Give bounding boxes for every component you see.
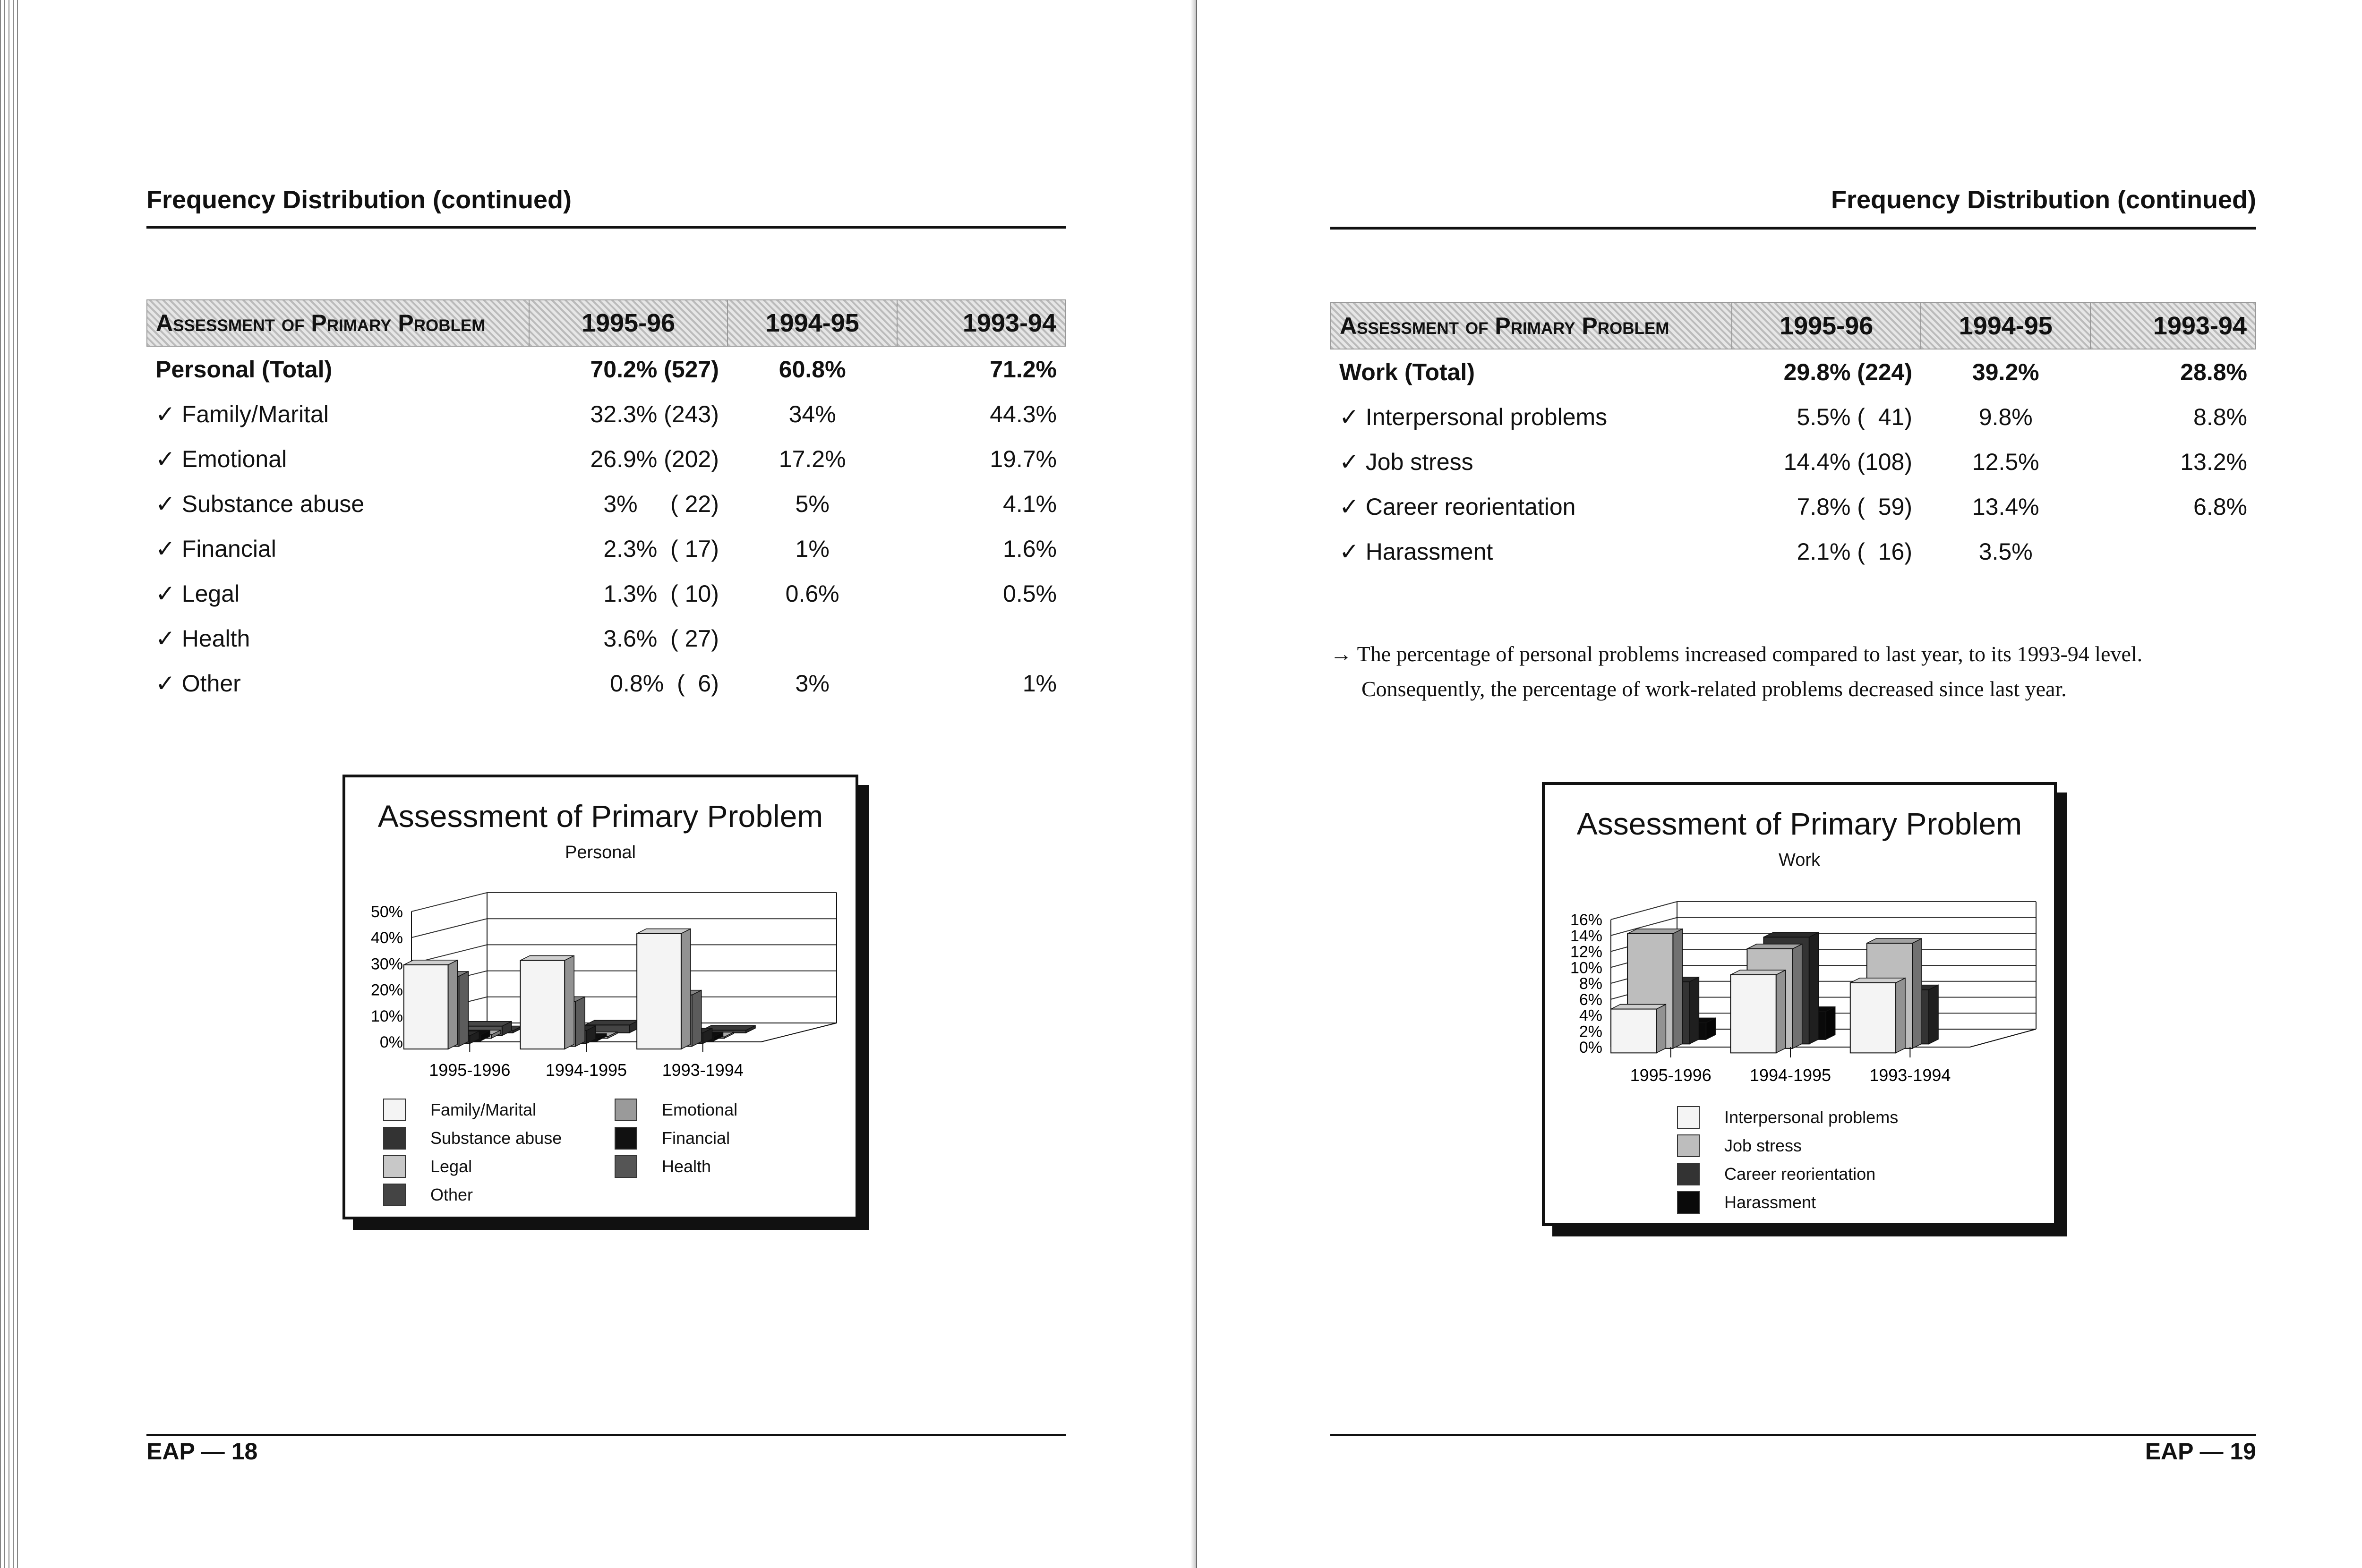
- row-value: 3.6% ( 27): [603, 625, 719, 652]
- row-label: ✓ Harassment: [1339, 538, 1493, 565]
- scan-edge: [0, 0, 19, 1568]
- row-value: 3% ( 22): [603, 490, 719, 517]
- bar-side: [1656, 1005, 1666, 1053]
- legend-item: [383, 1155, 472, 1178]
- legend-swatch: [383, 1184, 406, 1206]
- footer-rule: [1330, 1434, 2256, 1436]
- column-header: Assessment of Primary Problem: [1331, 303, 1732, 349]
- personal-table: [146, 299, 1066, 706]
- work-table: [1330, 302, 2256, 574]
- row-value: 2.1% ( 16): [1797, 538, 1913, 565]
- legend-swatch: [1677, 1191, 1700, 1214]
- bar-top: [1763, 932, 1818, 937]
- bar-side: [459, 971, 468, 1046]
- right-page: [1197, 0, 2362, 1568]
- column-header: Assessment of Primary Problem: [147, 300, 529, 346]
- chart-plot: [1545, 785, 2054, 1223]
- y-tick-label: 40%: [370, 929, 403, 947]
- row-label: ✓ Career reorientation: [1339, 493, 1576, 520]
- row-label: ✓ Other: [155, 670, 241, 697]
- legend-item: [1677, 1134, 1802, 1157]
- bar-top: [637, 929, 691, 934]
- y-tick-label: 0%: [379, 1033, 403, 1051]
- row-value: 1%: [795, 535, 830, 562]
- bar-side: [1929, 985, 1938, 1044]
- y-tick-label: 14%: [1570, 927, 1602, 945]
- bar-side: [1776, 970, 1786, 1053]
- y-tick-label: 2%: [1579, 1023, 1602, 1041]
- bar-side: [1673, 929, 1682, 1048]
- work-chart: [1542, 782, 2057, 1226]
- chart-title: Assessment of Primary Problem: [1576, 806, 2022, 841]
- row-label: Work (Total): [1339, 358, 1475, 385]
- legend-swatch: [615, 1155, 637, 1178]
- x-tick-label: 1994-1995: [1749, 1065, 1831, 1085]
- legend-label: Family/Marital: [430, 1100, 537, 1119]
- y-tick-label: 6%: [1579, 990, 1602, 1009]
- note-line: → The percentage of personal problems increased compared to last year, to its 1993-94 level.: [1330, 642, 2143, 666]
- column-header: 1994-95: [1921, 303, 2090, 349]
- bar-side: [1793, 944, 1802, 1048]
- legend-item: [1677, 1106, 1898, 1129]
- bar-side: [692, 990, 702, 1047]
- bar-top: [1611, 1005, 1666, 1009]
- row-value: 2.3% ( 17): [603, 535, 719, 562]
- legend-label: Legal: [430, 1157, 472, 1176]
- row-value: 0.8% ( 6): [610, 670, 719, 697]
- row-label: ✓ Job stress: [1339, 448, 1473, 475]
- row-value: [897, 616, 1065, 661]
- table-row: [147, 346, 1065, 392]
- row-value: 12.5%: [1972, 448, 2039, 475]
- legend-label: Job stress: [1724, 1136, 1802, 1155]
- bar-top: [1867, 938, 1922, 943]
- row-value: 9.8%: [1978, 403, 2033, 430]
- row-value: 5%: [795, 490, 830, 517]
- commentary-note: [1330, 637, 2261, 707]
- legend-item: [383, 1099, 536, 1121]
- row-value: [2090, 529, 2256, 574]
- legend-label: Health: [662, 1157, 711, 1176]
- y-tick-label: 16%: [1570, 911, 1602, 929]
- table-row: [147, 661, 1065, 706]
- bar-top: [520, 955, 574, 960]
- bar: [1850, 983, 1896, 1053]
- x-tick-label: 1995-1996: [1630, 1065, 1712, 1085]
- row-value: 7.8% ( 59): [1797, 493, 1913, 520]
- bar-top: [1747, 944, 1802, 949]
- table-row: [147, 436, 1065, 481]
- row-value: [727, 616, 898, 661]
- legend-swatch: [383, 1127, 406, 1150]
- legend-label: Other: [430, 1185, 473, 1204]
- y-tick-label: 0%: [1579, 1039, 1602, 1057]
- column-header: 1994-95: [727, 300, 898, 346]
- gridline: [411, 919, 487, 937]
- row-value: 1.6%: [1003, 535, 1057, 562]
- legend-label: Interpersonal problems: [1724, 1108, 1899, 1127]
- table-row: [147, 616, 1065, 661]
- bar-top: [1730, 970, 1785, 975]
- row-value: 34%: [788, 401, 836, 427]
- bar: [637, 934, 681, 1049]
- header-rule: [1330, 227, 2256, 230]
- table-row: [1331, 439, 2256, 484]
- legend-swatch: [615, 1099, 637, 1121]
- bar-top: [1850, 978, 1905, 983]
- row-value: 26.9% (202): [590, 445, 719, 472]
- row-value: 32.3% (243): [590, 401, 719, 427]
- row-label: ✓ Family/Marital: [155, 401, 329, 427]
- bar: [1730, 975, 1776, 1053]
- gridline: [1611, 902, 1677, 920]
- row-value: 14.4% (108): [1783, 448, 1913, 475]
- row-value: 5.5% ( 41): [1797, 403, 1913, 430]
- row-label: ✓ Emotional: [155, 445, 287, 472]
- table-row: [147, 392, 1065, 436]
- bar-top: [585, 1020, 639, 1025]
- row-label: Personal (Total): [155, 356, 333, 383]
- bar-side: [1912, 938, 1922, 1048]
- row-value: 70.2% (527): [590, 356, 719, 383]
- bar-top: [404, 960, 458, 965]
- row-value: 71.2%: [990, 356, 1057, 383]
- table-row: [1331, 349, 2256, 394]
- legend-swatch: [1677, 1106, 1700, 1129]
- column-header: 1995-96: [1732, 303, 1921, 349]
- y-tick-label: 10%: [370, 1007, 403, 1025]
- row-value: 17.2%: [779, 445, 846, 472]
- x-tick-label: 1993-1994: [1869, 1065, 1951, 1085]
- row-value: 0.5%: [1003, 580, 1057, 607]
- row-label: ✓ Financial: [155, 535, 276, 562]
- row-value: 6.8%: [2193, 493, 2247, 520]
- bar-side: [448, 960, 458, 1049]
- row-value: 39.2%: [1972, 358, 2039, 385]
- legend-item: [1677, 1163, 1875, 1185]
- legend-swatch: [1677, 1134, 1700, 1157]
- note-line: Consequently, the percentage of work-related problems decreased since last year.: [1361, 677, 2067, 701]
- column-header: 1993-94: [2090, 303, 2256, 349]
- x-tick-label: 1994-1995: [545, 1060, 627, 1080]
- legend-item: [383, 1127, 562, 1150]
- row-label: ✓ Legal: [155, 580, 240, 607]
- chart-subtitle: Work: [1779, 850, 1820, 870]
- table-row: [1331, 484, 2256, 529]
- row-value: 3%: [795, 670, 830, 697]
- personal-chart: [342, 775, 858, 1219]
- bar: [520, 960, 565, 1049]
- y-tick-label: 4%: [1579, 1006, 1602, 1025]
- bar-side: [1896, 978, 1905, 1053]
- legend-item: [615, 1127, 730, 1150]
- gridline: [411, 893, 487, 912]
- table-row: [1331, 394, 2256, 439]
- bar-side: [565, 955, 574, 1049]
- legend-label: Substance abuse: [430, 1128, 562, 1148]
- legend-swatch: [383, 1155, 406, 1178]
- bar-side: [1809, 932, 1819, 1044]
- row-label: ✓ Substance abuse: [155, 490, 365, 517]
- legend-item: [615, 1155, 711, 1178]
- row-value: 29.8% (224): [1783, 358, 1913, 385]
- x-tick-label: 1995-1996: [429, 1060, 511, 1080]
- row-value: 28.8%: [2180, 358, 2247, 385]
- row-label: ✓ Interpersonal problems: [1339, 403, 1608, 430]
- legend-label: Career reorientation: [1724, 1164, 1876, 1184]
- y-tick-label: 10%: [1570, 959, 1602, 977]
- legend-label: Financial: [662, 1128, 730, 1148]
- x-tick-label: 1993-1994: [662, 1060, 744, 1080]
- table-row: [147, 481, 1065, 526]
- legend-swatch: [383, 1099, 406, 1121]
- row-value: 13.2%: [2180, 448, 2247, 475]
- y-tick-label: 20%: [370, 981, 403, 999]
- legend-label: Harassment: [1724, 1193, 1816, 1212]
- y-tick-label: 50%: [370, 903, 403, 921]
- bar-side: [575, 997, 585, 1046]
- row-label: ✓ Health: [155, 625, 250, 652]
- row-value: 0.6%: [785, 580, 839, 607]
- legend-item: [615, 1099, 737, 1121]
- legend-label: Emotional: [662, 1100, 738, 1119]
- bar: [1611, 1009, 1656, 1053]
- page-header: Frequency Distribution (continued): [146, 186, 572, 214]
- row-value: 44.3%: [990, 401, 1057, 427]
- row-value: 1%: [1022, 670, 1057, 697]
- chart-plot: [345, 777, 856, 1217]
- page-header: Frequency Distribution (continued): [1831, 186, 2256, 214]
- legend-swatch: [1677, 1163, 1700, 1185]
- bar: [404, 965, 448, 1049]
- page-number: EAP — 19: [2145, 1438, 2256, 1465]
- bar-top: [1627, 929, 1682, 934]
- bar-side: [1826, 1007, 1835, 1040]
- column-header: 1993-94: [897, 300, 1065, 346]
- page-number: EAP — 18: [146, 1438, 258, 1465]
- footer-rule: [146, 1434, 1066, 1436]
- row-value: 4.1%: [1003, 490, 1057, 517]
- legend-swatch: [615, 1127, 637, 1150]
- row-value: 13.4%: [1972, 493, 2039, 520]
- row-value: 3.5%: [1978, 538, 2033, 565]
- y-tick-label: 8%: [1579, 975, 1602, 993]
- table-row: [147, 571, 1065, 616]
- header-rule: [146, 226, 1066, 229]
- row-value: 19.7%: [990, 445, 1057, 472]
- y-tick-label: 30%: [370, 955, 403, 973]
- table-row: [147, 526, 1065, 571]
- y-tick-label: 12%: [1570, 943, 1602, 961]
- row-value: 8.8%: [2193, 403, 2247, 430]
- chart-title: Assessment of Primary Problem: [377, 799, 823, 834]
- table-row: [1331, 529, 2256, 574]
- row-value: 1.3% ( 10): [603, 580, 719, 607]
- bar-side: [1689, 977, 1699, 1044]
- row-value: 60.8%: [779, 356, 846, 383]
- legend-item: [383, 1184, 473, 1206]
- column-header: 1995-96: [529, 300, 727, 346]
- legend-item: [1677, 1191, 1816, 1214]
- bar-side: [681, 929, 691, 1049]
- chart-subtitle: Personal: [565, 843, 636, 862]
